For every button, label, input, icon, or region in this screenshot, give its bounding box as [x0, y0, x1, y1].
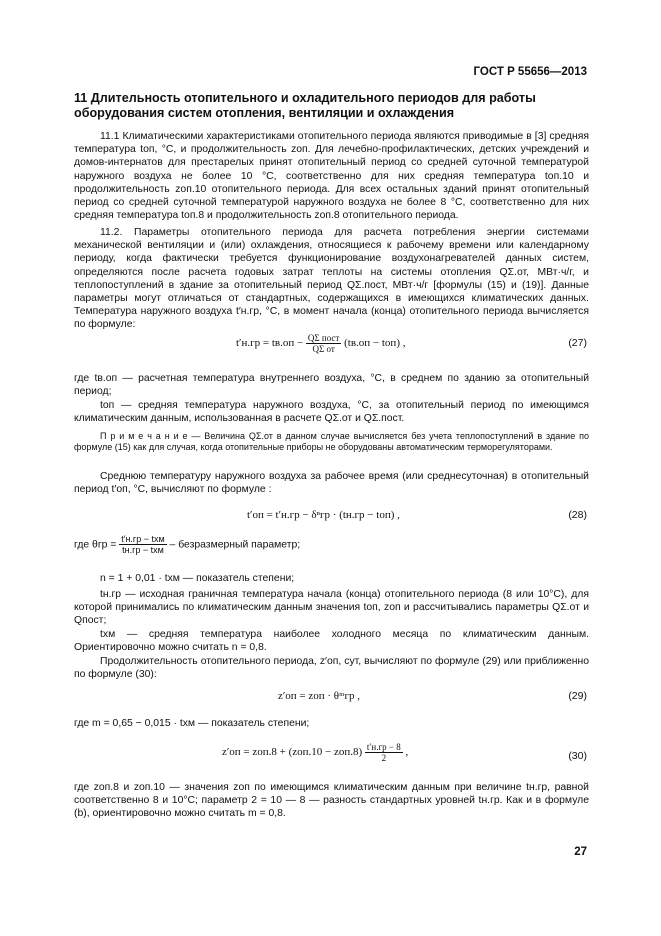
where-28-tngr: tн.гр — исходная граничная температура начала (конца) отопительного периода (8 или 10°С), для которой принимались по климатическим данным значения tоп, zоп и рассчитывались параметры QΣ.от и Qпост;: [74, 589, 589, 627]
paragraph-average-temp: Среднюю температуру наружного воздуха за рабочее время (или среднесуточная) в отопительный период t′оп, °С, вычисляют по формуле :: [74, 471, 589, 496]
note: П р и м е ч а н и е — Величина QΣ.от в данном случае вычисляется без учета теплопоступлений в здание по формуле (15) как для случая, когда отопительные приборы не оборудованы автоматическим терморегуляторами.: [74, 431, 589, 452]
section-title: 11 Длительность отопительного и охладительного периодов для работы оборудования систем отопления, вентиляции и охлаждения: [74, 91, 536, 120]
formula-27-denominator: QΣ от: [312, 344, 335, 354]
where-28-thm: tхм — средняя температура наиболее холодного месяца по климатическим данным. Ориентировочно можно считать n = 0,8.: [74, 629, 589, 654]
equation-number-29: (29): [568, 690, 587, 702]
where-27-a: где tв.оп — расчетная температура внутреннего воздуха, °С, в среднем по зданию за отопительный период;: [74, 373, 589, 398]
equation-number-28: (28): [568, 509, 587, 521]
formula-27-rhs: (tв.оп − tоп) ,: [344, 337, 406, 350]
formula-27-lhs: t′н.гр = tв.оп −: [236, 337, 304, 350]
where-28-suffix: – безразмерный параметр;: [169, 539, 301, 551]
formula-27: [236, 333, 405, 354]
paragraph-11-1: 11.1 Климатическими характеристиками отопительного периода являются приводимые в [3] средняя температура tоп, °С, и продолжительность zоп. Для лечебно-профилактических, детских учреждений и домов-интернатов для престарелых принят отопительный период со средней суточной температурой наружного воздуха не более 10 °С, соответственно для них средняя температура tоп.10 и продолжительность zоп.10 отопительного периода. Для всех остальных зданий принят отопительный период со средней суточной температурой наружного воздуха не более 8 °С, соответственно для них средняя температура tоп.8 и продолжительность zоп.8 отопительного периода.: [74, 131, 589, 222]
where-28-n: n = 1 + 0,01 · tхм — показатель степени;: [100, 573, 295, 584]
formula-29: z′оп = zоп · θᵐгр ,: [278, 690, 360, 702]
paragraph-11-2: 11.2. Параметры отопительного периода для расчета потребления энергии системами механической вентиляции и (или) охлаждения, относящиеся к рабочему времени или календарному периоду, когда фактически требуется функционирование воздухонагревателей данных систем, определяются после расчета годовых затрат теплоты на системы отопления QΣ.от, МВт·ч/г, и теплопоступлений в здание за отопительный период QΣ.пост, МВт·ч/г [формулы (15) и (19)]. Данные параметры могут отличаться от стандартных, содержащихся в имеющихся климатических данных. Температура наружного воздуха t′н.гр, °С, в момент начала (конца) отопительного периода вычисляется по формуле:: [74, 227, 589, 331]
theta-denominator: tн.гр − tхм: [122, 545, 164, 555]
final-paragraph: где zоп.8 и zоп.10 — значения zоп по имеющимся климатическим данным при величине tн.гр, равной соответственно 8 и 10°С; параметр 2 = 10 — 8 — разность стандартных уровней tн.гр. Как и в формуле (b), ориентировочно можно считать m = 0,8.: [74, 782, 589, 820]
equation-number-30: (30): [568, 750, 587, 762]
theta-fraction: [119, 534, 166, 555]
where-29: где m = 0,65 − 0,015 · tхм — показатель степени;: [74, 718, 310, 729]
formula-27-fraction: [306, 333, 341, 354]
document-id: ГОСТ Р 55656—2013: [473, 66, 587, 78]
equation-number-27: (27): [568, 337, 587, 349]
formula-30-lhs: z′оп = zоп.8 + (zоп.10 − zоп.8): [222, 746, 363, 759]
formula-30-fraction: [365, 742, 403, 763]
formula-27-numerator: QΣ пост: [307, 333, 340, 343]
formula-28: t′оп = t′н.гр − δⁿгр · (tн.гр − tоп) ,: [247, 509, 400, 521]
where-28-theta: [74, 534, 300, 555]
theta-numerator: t′н.гр − tхм: [121, 534, 165, 544]
formula-30-denominator: 2: [381, 753, 387, 763]
formula-30-numerator: t′н.гр − 8: [366, 742, 401, 752]
where-28-prefix: где θгр =: [74, 539, 117, 551]
formula-30: [222, 742, 408, 763]
formula-30-rhs: ,: [405, 746, 409, 759]
paragraph-duration: Продолжительность отопительного периода, z′оп, сут, вычисляют по формуле (29) или приближенно по формуле (30):: [74, 656, 589, 681]
where-27-b: tоп — средняя температура наружного воздуха, °С, за отопительный период по имеющимся климатическим данным, использованная в расчете QΣ.от и QΣ.пост.: [74, 400, 589, 425]
page-number: 27: [574, 846, 587, 858]
